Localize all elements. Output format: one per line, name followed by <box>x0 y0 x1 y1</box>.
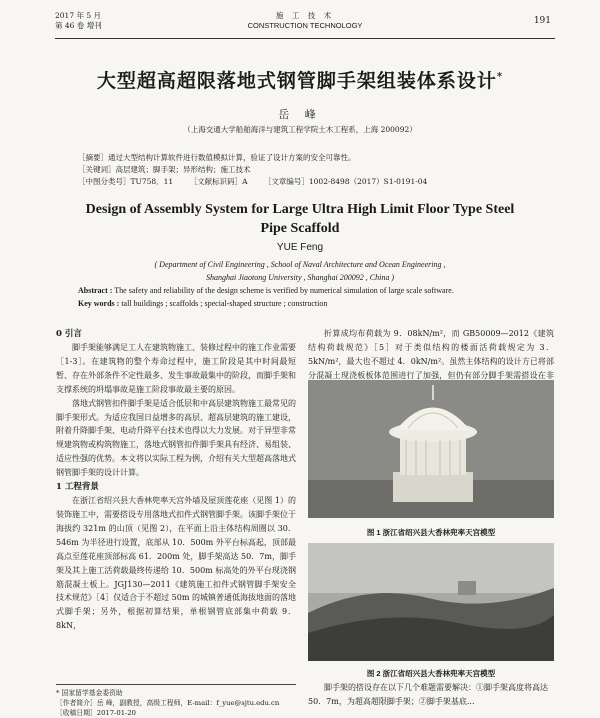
title-cn-text: 大型超高超限落地式钢管脚手架组装体系设计 <box>96 70 497 92</box>
affiliation-en <box>0 258 600 284</box>
journal-name-en: CONSTRUCTION TECHNOLOGY <box>247 21 363 30</box>
paragraph-4: 折算成均布荷载为 9．08kN/m²，而 GB50009—2012《建筑结构荷载规范》［5］对于类似结构的楼面活荷载规定为 3．5kN/m²，最大也不超过 4．0kN/m²。虽然主体结构的设计方已将部分混凝土现浇板板体范围进行了加强，但仍有部分脚手架需搭设在非 <box>308 329 554 380</box>
clc-number: ［中图分类号］TU758．11 <box>78 177 174 186</box>
keywords-en <box>78 297 548 310</box>
keywords-en-text: tall buildings ; scaffolds ; special-shaped structure ; construction <box>121 299 328 308</box>
abstract-en <box>78 284 548 297</box>
abstract-cn-block <box>78 152 548 188</box>
figure-2-mountain-site-photo <box>308 543 554 661</box>
article-number: ［文章编号］1002-8498（2017）S1-0191-04 <box>263 177 428 186</box>
page-number: 191 <box>533 16 551 26</box>
affiliation-cn: （上海交通大学船舶海洋与建筑工程学院土木工程系，上海 200092） <box>183 125 417 134</box>
section-heading-background: 1 工程背景 <box>56 482 99 493</box>
footnote-author-info: ［作者简介］岳 峰，副教授，高级工程师，E-mail：f_yue@sjtu.edu.cn <box>56 699 280 707</box>
body-column-left <box>56 327 296 633</box>
abstract-en-block <box>78 284 548 310</box>
author-cn: 岳 峰 <box>278 108 322 121</box>
issue-volume: 第 46 卷 增刊 <box>55 21 102 30</box>
paragraph-5: 脚手架的搭设存在以下几个难题需要解决：①脚手架高度将高达 50．7m，为超高超限脚手架；②脚手架基底... <box>308 683 548 706</box>
title-footnote-mark: * <box>496 71 504 83</box>
issue-date: 2017 年 5 月 <box>55 11 102 20</box>
figure-2-caption: 图 2 浙江省绍兴县大香林兜率天宫模型 <box>366 669 496 678</box>
paragraph-1: 脚手架能够满足工人在建筑物施工、装修过程中的施工作业需要［1-3］。在建筑物的整个寿命过程中，施工阶段是其中时间最短暂、存在外部条件不定性最多、发生事故最集中的阶段，而脚手架和支撑系统的坍塌事故是施工阶段事故最主要的原因。 <box>56 343 296 394</box>
abstract-cn: ［摘要］通过大型结构计算软件进行数值模拟计算，验证了设计方案的安全可靠性。 <box>78 153 356 162</box>
paragraph-2: 落地式钢管扣件脚手架是适合低层和中高层建筑物施工最常见的脚手架形式。为适应我国日益增多的高层、超高层建筑的施工建设，附着升降脚手架、电动升降平台技术也得以大力发展。对于异型非常规建筑物或构筑物施工，落地式钢管扣件脚手架具有经济、易组装、适应性强的优势。本文将以实际工程为例，介绍有关大型超高落地式钢管脚手架的设计计算。 <box>56 398 296 478</box>
section-heading-intro: 0 引言 <box>56 329 82 339</box>
footnote-fund: * 国家留学基金委资助 <box>56 689 123 697</box>
title-en: Design of Assembly System for Large Ultra High Limit Floor Type Steel Pipe Scaffold <box>85 202 515 236</box>
document-code: ［文献标识码］A <box>189 177 248 186</box>
header-center <box>55 11 555 31</box>
paragraph-3: 在浙江省绍兴县大香林兜率天宫外墙及屋顶莲花座（见图 1）的装饰施工中，需要搭设专用落地式扣件式钢管脚手架。该脚手架位于海拔约 321m 的山顶（见图 2），在平面上沿主体结构周圈以 30．546m 为半径进行设置，底部从 10．500m 外平台标高起，顶部最高点至莲花座顶部标高 61．200m 处，脚手架高达 50．7m，脚手架及其上施工活荷载最终传递给 10．500m 标高处的外平台现浇钢筋混凝土板上。JGJ130—2011《建筑施工扣件式钢管脚手架安全技术规范》［4］仅适合于不超过 50m 的城镇普通低海拔地面的落地式脚手架；另外，根据初算结果，单根钢管底部集中荷载 9．8kN， <box>56 496 296 631</box>
figure-1-caption: 图 1 浙江省绍兴县大香林兜率天宫模型 <box>366 528 496 537</box>
running-header <box>55 8 555 39</box>
footnote-received: ［收稿日期］2017-01-20 <box>56 709 136 717</box>
title-cn <box>40 66 560 93</box>
classification-row <box>78 176 548 188</box>
journal-name-cn: 施 工 技 术 <box>275 11 335 20</box>
affiliation-en-line1: ( Department of Civil Engineering , School of Naval Architecture and Ocean Engineering , <box>154 260 446 269</box>
abstract-en-text: The safety and reliability of the design scheme is verified by numerical simulation of large scale software. <box>114 286 454 295</box>
keywords-en-label: Key words : <box>78 299 120 308</box>
affiliation-en-line2: Shanghai Jiaotong University , Shanghai 200092 , China ) <box>206 273 394 282</box>
keywords-cn: ［关键词］高层建筑；脚手架；异形结构；施工技术 <box>78 165 251 174</box>
figure-1-temple-model-photo <box>308 380 554 518</box>
author-en: YUE Feng <box>276 242 324 253</box>
abstract-en-label: Abstract : <box>78 286 113 295</box>
